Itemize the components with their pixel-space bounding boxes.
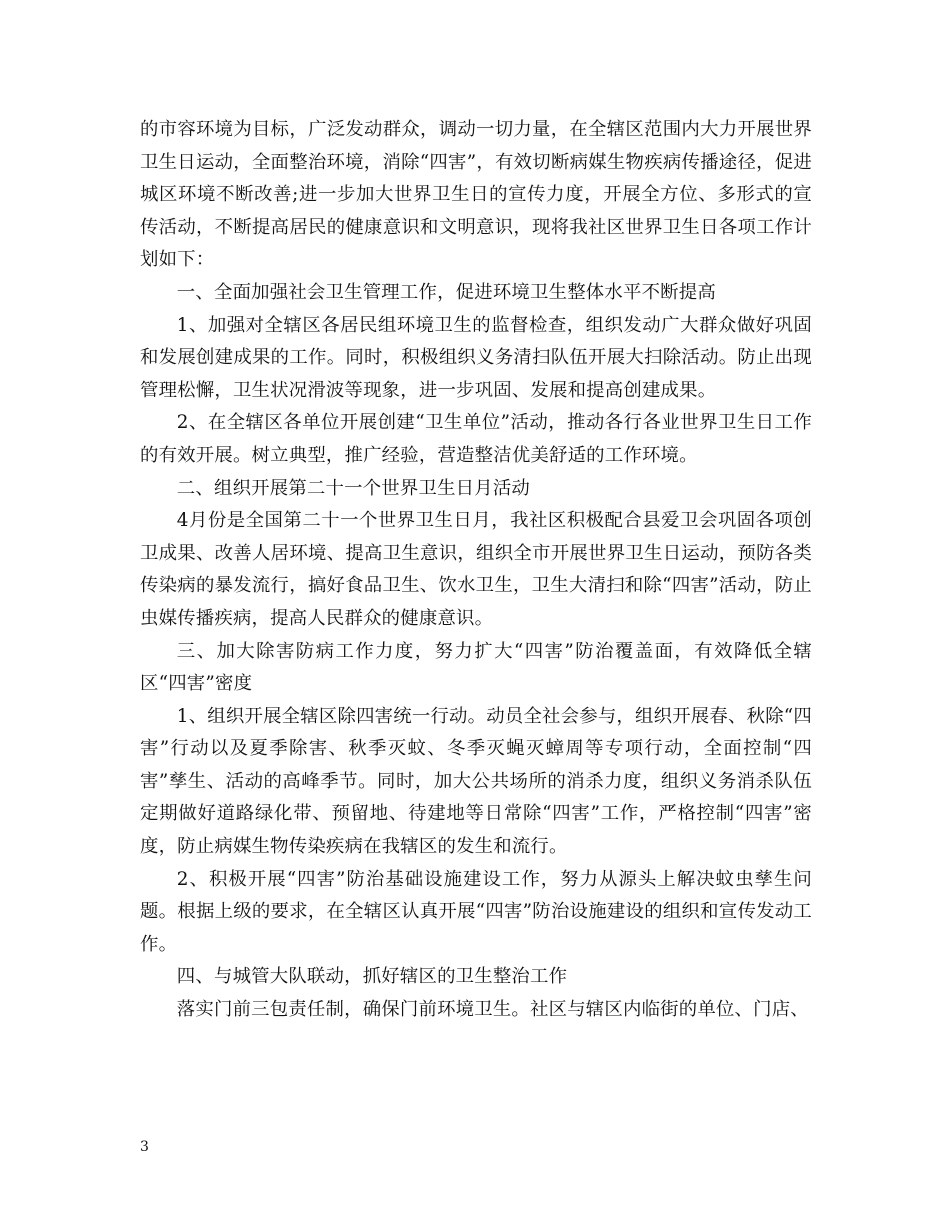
paragraph-section-3-item-1: 1、组织开展全辖区除四害统一行动。动员全社会参与，组织开展春、秋除“四害”行动以及夏季除害、秋季灭蚊、冬季灭蝇灭蟑周等专项行动，全面控制“四害”孳生、活动的高峰季节。同时，加大公共场所的消杀力度，组织义务消杀队伍定期做好道路绿化带、预留地、待建地等日常除“四害”工作，严格控制“四害”密度，防止病媒生物传染疾病在我辖区的发生和流行。 bbox=[140, 705, 812, 858]
document-body bbox=[140, 114, 812, 1027]
heading-section-3: 三、加大除害防病工作力度，努力扩大“四害”防治覆盖面，有效降低全辖区“四害”密度 bbox=[140, 640, 812, 695]
paragraph-section-1-item-2: 2、在全辖区各单位开展创建“卫生单位”活动，推动各行各业世界卫生日工作的有效开展。树立典型，推广经验，营造整洁优美舒适的工作环境。 bbox=[140, 412, 812, 466]
heading-section-4: 四、与城管大队联动，抓好辖区的卫生整治工作 bbox=[176, 966, 568, 988]
heading-section-1: 一、全面加强社会卫生管理工作，促进环境卫生整体水平不断提高 bbox=[176, 281, 716, 303]
paragraph-section-4-body: 落实门前三包责任制，确保门前环境卫生。社区与辖区内临街的单位、门店、 bbox=[176, 999, 809, 1021]
paragraph-section-2-body: 4月份是全国第二十一个世界卫生日月，我社区积极配合县爱卫会巩固各项创卫成果、改善人居环境、提高卫生意识，组织全市开展世界卫生日运动，预防各类传染病的暴发流行，搞好食品卫生、饮水卫生，卫生大清扫和除“四害”活动，防止虫媒传播疾病，提高人民群众的健康意识。 bbox=[140, 510, 812, 629]
heading-section-2: 二、组织开展第二十一个世界卫生日月活动 bbox=[176, 477, 531, 499]
paragraph-section-1-item-1: 1、加强对全辖区各居民组环境卫生的监督检查，组织发动广大群众做好巩固和发展创建成果的工作。同时，积极组织义务清扫队伍开展大扫除活动。防止出现管理松懈，卫生状况滑波等现象，进一步巩固、发展和提高创建成果。 bbox=[140, 314, 812, 401]
paragraph-section-3-item-2: 2、积极开展“四害”防治基础设施建设工作，努力从源头上解决蚊虫孳生问题。根据上级的要求，在全辖区认真开展“四害”防治设施建设的组织和宣传发动工作。 bbox=[140, 868, 812, 955]
paragraph-intro: 的市容环境为目标，广泛发动群众，调动一切力量，在全辖区范围内大力开展世界卫生日运动，全面整治环境，消除“四害”，有效切断病媒生物疾病传播途径，促进城区环境不断改善;进一步加大世界卫生日的宣传力度，开展全方位、多形式的宣传活动，不断提高居民的健康意识和文明意识，现将我社区世界卫生日各项工作计划如下： bbox=[140, 119, 812, 271]
page-number: 3 bbox=[140, 1139, 149, 1155]
